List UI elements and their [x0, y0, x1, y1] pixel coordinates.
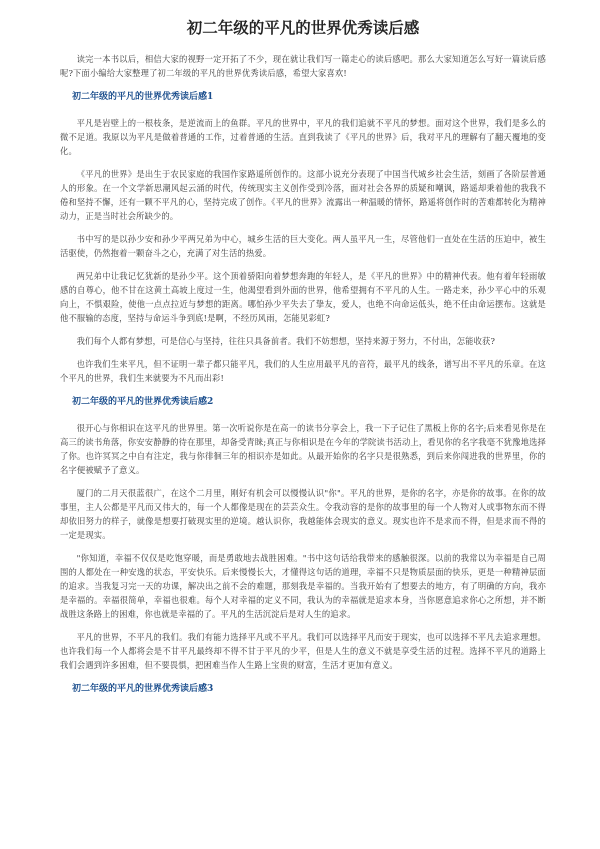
section-1-paragraph-6: 也许我们生来平凡，但不证明一辈子都只能平凡，我们的人生应用最平凡的音符，最平凡的线条，谱写出不平凡的乐章。在这个平凡的世界，我们生来就要为不凡而出彩!: [60, 359, 546, 383]
section-1-paragraph-3: 书中写的是以孙少安和孙少平两兄弟为中心，城乡生活的巨大变化。两人虽平凡一生，尽管他们一直处在生活的压迫中，被生活驱使，仍然抱着一颗奋斗之心，充满了对生活的热爱。: [60, 234, 546, 258]
section-heading-2: 初二年级的平凡的世界优秀读后感2: [72, 397, 214, 407]
section-2-paragraph-2: 厦门的二月天很蓝很广，在这个二月里，刚好有机会可以慢慢认识"你"。平凡的世界，是你的名字，亦是你的故事。在你的故事里，主人公都是平凡而又伟大的，每一个人都像是现在的芸芸众生。令我动容的是你的故事里的每一个人物对人或事物东而不得却依旧努力的样子，就像是想要打破现实里的逆境。越认识你，我越能体会现实的意义。现实也许不是求而不得，但是求而不得的一定是现实。: [60, 488, 546, 540]
section-1-paragraph-1: 平凡是岩壁上的一根枝条，是逆流而上的鱼群。平凡的世界中，平凡的我们追就不平凡的梦想。面对这个世界，我们是多么的微不足道。我原以为平凡是做着普通的工作，过着普通的生活。直到我读了《平凡的世界》后，我对平凡的理解有了翻天覆地的变化。: [60, 118, 546, 156]
section-3: [60, 682, 546, 696]
section-heading-3: 初二年级的平凡的世界优秀读后感3: [72, 684, 214, 694]
section-1-paragraph-5: 我们每个人都有梦想，可是信心与坚持，往往只具备前者。我们不妨想想，坚持来源于努力，不付出，怎能收获?: [76, 336, 496, 346]
section-heading-1: 初二年级的平凡的世界优秀读后感1: [72, 92, 214, 102]
section-2-paragraph-4: 平凡的世界，不平凡的我们。我们有能力选择平凡或不平凡。我们可以选择平凡而安于现实，也可以选择不平凡去追求理想。也许我们每一个人都将会是不甘平凡最终却不得不甘于平凡的少平，但是人生的意义不就是享受生活的过程。选择不平凡的道路上我们会遇到许多困难，但不要畏惧，把困难当作人生路上宝贵的财富，生活才更加有意义。: [60, 632, 546, 670]
section-1: [60, 90, 546, 385]
section-2-paragraph-1: 很开心与你相识在这平凡的世界里。第一次听说你是在高一的读书分享会上，我一下子记住了黑板上你的名字;后来看见你是在高三的读书角落，你安安静静的待在那里，却备受青睐;真正与你相识是在今年的学院读书活动上，看见你的名字我毫不犹豫地选择了你。也许冥冥之中自有注定，我与你徘徊三年的相识亦是如此。从最开始你的名字只是很熟悉，到后来你闯进我的世界里，你的名字便被赋予了意义。: [60, 423, 546, 475]
intro-paragraph: 读完一本书以后，相信大家的视野一定开拓了不少，现在就让我们写一篇走心的读后感吧。那么大家知道怎么写好一篇读后感呢?下面小编给大家整理了初二年级的平凡的世界优秀读后感，希望大家喜欢!: [60, 54, 546, 78]
document-title: 初二年级的平凡的世界优秀读后感: [186, 19, 420, 37]
section-2: [60, 395, 546, 672]
section-1-paragraph-2: 《平凡的世界》是出生于农民家庭的我国作家路遥所创作的。这部小说充分表现了中国当代城乡社会生活，刻画了各阶层普通人的形象。在一个文学新思潮风起云涌的时代，传统现实主义创作受到冷落，面对社会各界的质疑和嘲讽，路遥却秉着他的我我不倦和坚持不懈，还有一颗不平凡的心，坚持完成了创作。《平凡的世界》流露出一种温暖的情怀，路遥将创作时的苦难都转化为精神动力，正是当时社会所缺少的。: [60, 169, 546, 221]
section-1-paragraph-4: 两兄弟中让我记忆犹新的是孙少平。这个顶着骄阳向着梦想奔跑的年轻人，是《平凡的世界》中的精神代表。他有着年轻雨敏感的自尊心，他不甘在这黄土高坡上度过一生，他渴望看到外面的世界，他希望拥有不平凡的人生。一路走来，孙少平心中的乐观向上，不惧艰险，使他一点点拉近与梦想的距离。哪怕孙少平失去了挚友，爱人，也绝不向命运低头，绝不任由命运摆布。这就是他不服输的态度，坚持与命运斗争到底!是啊，不经历风雨，怎能见彩虹?: [60, 271, 546, 323]
section-2-paragraph-3: "你知道，幸福不仅仅是吃饱穿暖，而是勇敢地去战胜困难。"书中这句话给我带来的感触很深。以前的我常以为幸福是自己周围的人都处在一种安逸的状态，平安快乐。后来慢慢长大，才懂得这句话的道理，幸福不只是物质层面的快乐，更是一种精神层面的追求。当我复习完一天的功课，解决出之前不会的难题，那刻我是幸福的。当我开始有了想要去的地方，有了明确的方向，我亦是幸福的。幸福很简单，幸福也很难。每个人对幸福的定义不同，我认为的幸福就是追求本身，当你愿意追求你心之所想，并不断战胜这条路上的困难，你也就是幸福的了。平凡的生活沉淀后是对人生的追求。: [60, 553, 546, 619]
